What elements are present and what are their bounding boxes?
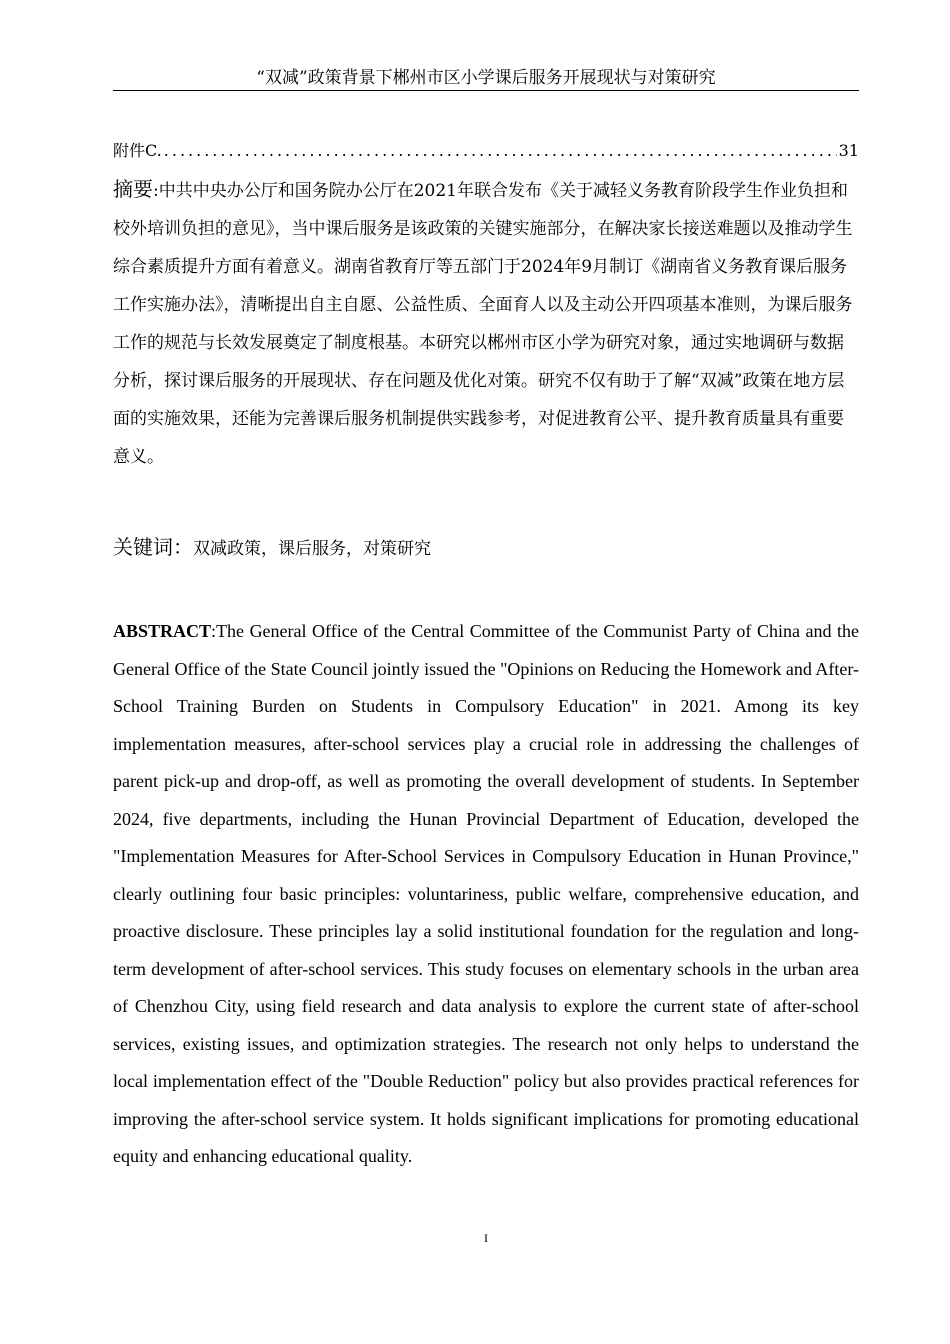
chinese-abstract: [113, 170, 859, 476]
toc-entry-appendix-c[interactable]: [113, 139, 859, 163]
chinese-abstract-separator: :: [153, 181, 159, 201]
english-abstract-label: ABSTRACT: [113, 621, 212, 641]
english-abstract-text: The General Office of the Central Committee of the Communist Party of China and the General Office of the State Council jointly issued the "Opinions on Reducing the Homework and After-School Training Burden on Students in Compulsory Education" in 2021. Among its key implementation measures, after-school services play a crucial role in addressing the challenges of parent pick-up and drop-off, as well as promoting the overall development of students. In September 2024, five departments, including the Hunan Provincial Department of Education, developed the "Implementation Measures for After-School Services in Compulsory Education in Hunan Province," clearly outlining four basic principles: voluntariness, public welfare, comprehensive education, and proactive disclosure. These principles lay a solid institutional foundation for the regulation and long-term development of after-school services. This study focuses on elementary schools in the urban area of Chenzhou City, using field research and data analysis to explore the current state of after-school services, existing issues, and optimization strategies. The research not only helps to understand the local implementation effect of the "Double Reduction" policy but also provides practical references for improving the after-school service system. It holds significant implications for promoting educational equity and enhancing educational quality.: [113, 621, 859, 1166]
running-header: “双减”政策背景下郴州市区小学课后服务开展现状与对策研究: [113, 66, 859, 91]
chinese-abstract-text: 中共中央办公厅和国务院办公厅在2021年联合发布《关于减轻义务教育阶段学生作业负担和校外培训负担的意见》，当中课后服务是该政策的关键实施部分，在解决家长接送难题以及推动学生综合素质提升方面有着意义。湖南省教育厅等五部门于2024年9月制订《湖南省义务教育课后服务工作实施办法》，清晰提出自主自愿、公益性质、全面育人以及主动公开四项基本准则，为课后服务工作的规范与长效发展奠定了制度根基。本研究以郴州市区小学为研究对象，通过实地调研与数据分析，探讨课后服务的开展现状、存在问题及优化对策。研究不仅有助于了解“双减”政策在地方层面的实施效果，还能为完善课后服务机制提供实践参考，对促进教育公平、提升教育质量具有重要意义。: [113, 181, 853, 467]
toc-entry-label: 附件C.: [113, 141, 162, 160]
keywords-label: 关键词：: [113, 535, 193, 559]
toc-leader-dots: [164, 139, 837, 163]
english-abstract: [113, 613, 859, 1176]
english-abstract-separator: :: [211, 621, 217, 641]
toc-entry-page: 31: [838, 141, 859, 160]
page-number: I: [484, 1231, 488, 1245]
keywords-text: 双减政策，课后服务，对策研究: [193, 539, 431, 559]
chinese-abstract-label: 摘要: [113, 177, 153, 201]
chinese-keywords: [113, 530, 859, 566]
